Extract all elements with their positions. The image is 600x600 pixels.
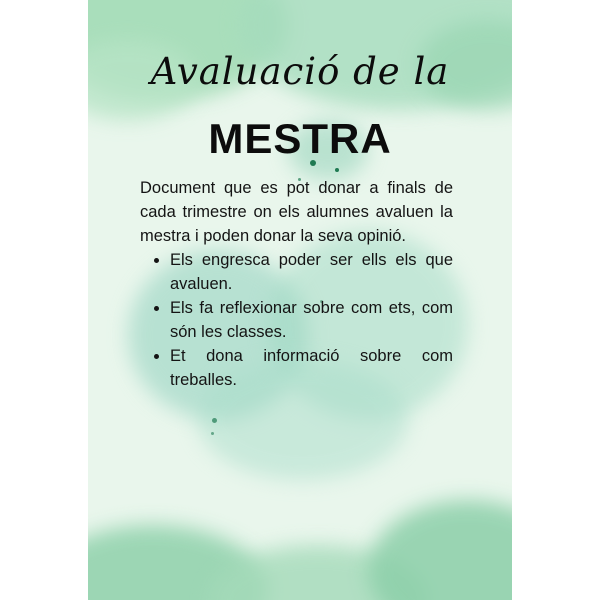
bullet-list [140, 248, 453, 392]
list-item: • Els fa reflexionar sobre com ets, com són les classes. [170, 296, 453, 344]
title-bold-line: MESTRA [208, 115, 392, 162]
body-text [140, 176, 453, 392]
list-item: • Els engresca poder ser ells els que avaluen. [170, 248, 453, 296]
intro-paragraph: Document que es pot donar a finals de cada trimestre on els alumnes avaluen la mestra i poden donar la seva opinió. [140, 179, 453, 245]
document-page [88, 0, 512, 600]
title-script-line: Avaluació de la [150, 50, 450, 93]
list-item: • Et dona informació sobre com treballes. [170, 344, 453, 392]
